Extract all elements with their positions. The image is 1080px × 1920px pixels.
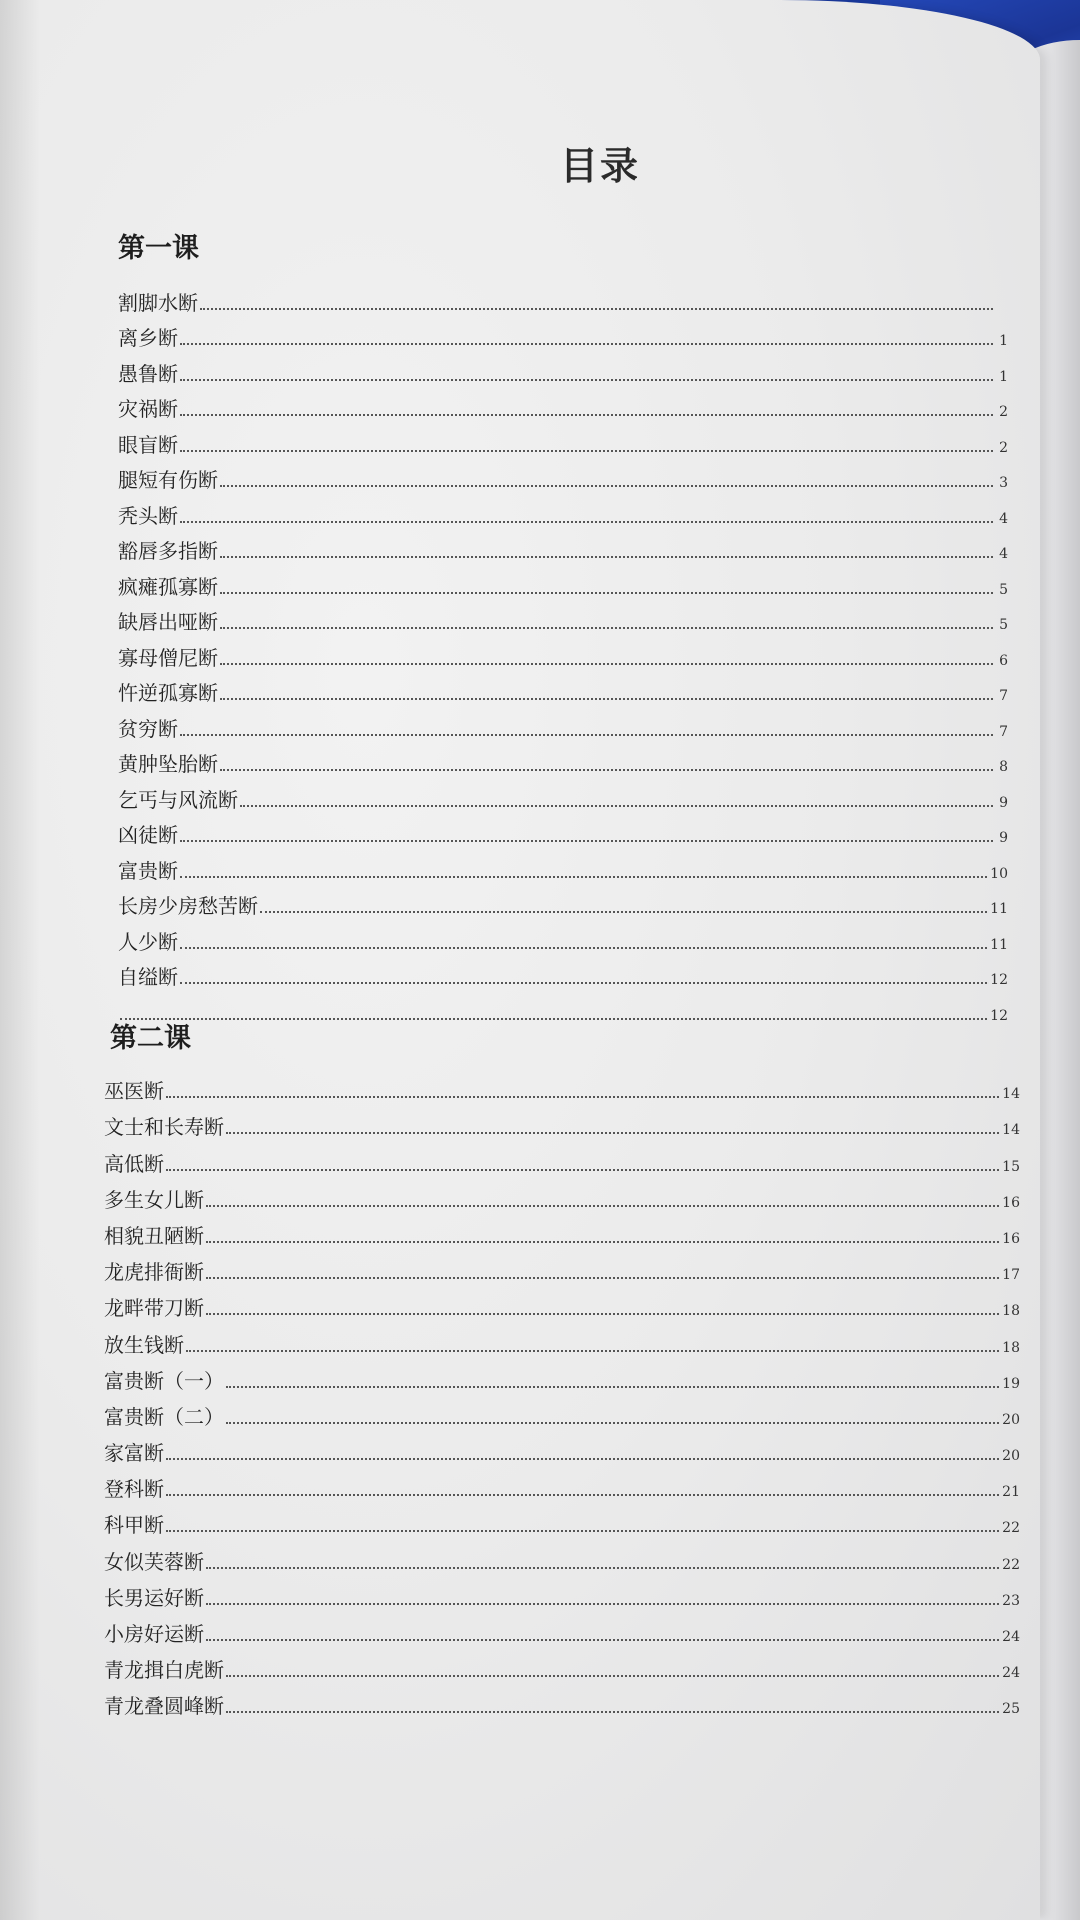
toc-entry[interactable]: [118, 848, 1008, 884]
page-number: 22: [1002, 1556, 1020, 1573]
toc-list-section-2: [104, 1068, 1020, 1719]
dot-leader: [180, 840, 993, 842]
toc-entry[interactable]: [104, 1575, 1020, 1611]
dot-leader: [240, 805, 993, 807]
dot-leader: [220, 698, 993, 700]
entry-label: 富贵断: [118, 858, 178, 883]
page-number: 8: [999, 759, 1008, 775]
entry-label: 割脚水断: [118, 290, 198, 315]
toc-entry[interactable]: [118, 884, 1008, 920]
page-number: 25: [1002, 1701, 1020, 1718]
entry-label: 女似芙蓉断: [104, 1549, 204, 1574]
entry-label: 文士和长寿断: [104, 1115, 224, 1140]
page-number: 18: [1002, 1339, 1020, 1356]
page-number: 15: [1002, 1158, 1020, 1175]
toc-entry[interactable]: [118, 529, 1008, 565]
page-number: 7: [999, 723, 1008, 740]
page-number: 21: [1002, 1484, 1020, 1501]
toc-entry[interactable]: [118, 742, 1008, 778]
page-number: 17: [1002, 1267, 1020, 1284]
page-number: 1: [999, 333, 1008, 349]
entry-label: 相貌丑陋断: [104, 1223, 204, 1248]
dot-leader: [206, 1277, 999, 1279]
entry-label: 忤逆孤寡断: [118, 681, 218, 705]
dot-leader: [166, 1530, 999, 1532]
dot-leader: [226, 1675, 999, 1677]
dot-leader: [206, 1567, 999, 1569]
entry-label: 离乡断: [118, 326, 178, 350]
toc-entry[interactable]: [104, 1068, 1020, 1104]
toc-entry[interactable]: [118, 635, 1008, 671]
toc-entry[interactable]: [118, 422, 1008, 458]
toc-entry[interactable]: [104, 1611, 1020, 1647]
page-number: 11: [990, 936, 1008, 953]
dot-leader: [220, 592, 993, 594]
page-number: 12: [990, 972, 1008, 988]
toc-entry[interactable]: [104, 1538, 1020, 1574]
page-number: 4: [999, 510, 1008, 527]
page-number: 16: [1002, 1230, 1020, 1247]
entry-label: 疯瘫孤寡断: [118, 574, 218, 599]
entry-label: 寡母僧尼断: [118, 645, 218, 670]
dot-leader: [180, 982, 987, 984]
dot-leader: [220, 556, 993, 558]
dot-leader: [166, 1458, 999, 1460]
dot-leader: [226, 1711, 999, 1713]
entry-label: 家富断: [104, 1441, 164, 1466]
entry-label: 青龙叠圆峰断: [104, 1694, 224, 1719]
dot-leader: [186, 1350, 999, 1352]
toc-entry[interactable]: [118, 671, 1008, 707]
dot-leader: [220, 663, 993, 665]
toc-entry[interactable]: [104, 1430, 1020, 1466]
toc-entry[interactable]: [118, 955, 1008, 991]
entry-label: 眼盲断: [118, 432, 178, 457]
dot-leader: [220, 769, 993, 771]
page-number: 18: [1002, 1303, 1020, 1320]
page-number: 20: [1002, 1448, 1020, 1465]
page-number: 9: [999, 794, 1008, 811]
dot-leader: [206, 1241, 999, 1243]
page-number: 4: [999, 546, 1008, 562]
entry-label: 放生钱断: [104, 1332, 184, 1357]
page-number: 23: [1002, 1592, 1020, 1609]
page-shadow: [0, 0, 40, 1920]
page-number: 16: [1002, 1194, 1020, 1211]
page-number: 24: [1002, 1665, 1020, 1682]
entry-label: 愚鲁断: [118, 361, 178, 386]
entry-label: 长房少房愁苦断: [118, 894, 258, 918]
page-number: 5: [999, 617, 1008, 633]
toc-entry[interactable]: [118, 458, 1008, 494]
toc-entry[interactable]: [104, 1104, 1020, 1140]
toc-entry[interactable]: [104, 1285, 1020, 1321]
entry-label: 豁唇多指断: [118, 539, 218, 563]
toc-entry[interactable]: [118, 493, 1008, 529]
page-number: 20: [1002, 1411, 1020, 1428]
entry-label: 富贵断（一）: [104, 1368, 224, 1393]
page-number: 24: [1002, 1629, 1020, 1645]
entry-label: 贫穷断: [118, 716, 178, 741]
toc-list-section-1: [118, 280, 1008, 1026]
entry-label: 长男运好断: [104, 1585, 204, 1610]
toc-entry[interactable]: [118, 990, 1008, 1026]
page-number: 7: [999, 688, 1008, 704]
dot-leader: [180, 414, 993, 416]
dot-leader: [220, 627, 993, 629]
toc-entry[interactable]: [104, 1647, 1020, 1683]
page-number: 3: [999, 475, 1008, 491]
entry-label: 龙畔带刀断: [104, 1296, 204, 1321]
entry-label: 凶徒断: [118, 823, 178, 847]
toc-entry[interactable]: [118, 351, 1008, 387]
entry-label: 龙虎排衙断: [104, 1260, 204, 1285]
toc-entry[interactable]: [118, 280, 1008, 316]
entry-label: 灾祸断: [118, 397, 178, 421]
dot-leader: [200, 308, 993, 310]
entry-label: 黄肿坠胎断: [118, 752, 218, 776]
dot-leader: [180, 521, 993, 523]
entry-label: 腿短有伤断: [118, 468, 218, 492]
entry-label: 多生女儿断: [104, 1187, 204, 1212]
page-number: 10: [990, 865, 1008, 882]
toc-entry[interactable]: [104, 1394, 1020, 1430]
dot-leader: [220, 485, 993, 487]
toc-entry[interactable]: [104, 1177, 1020, 1213]
entry-label: 乞丐与风流断: [118, 787, 238, 812]
entry-label: 登科断: [104, 1477, 164, 1502]
toc-entry[interactable]: [104, 1502, 1020, 1538]
page-number: 11: [990, 901, 1008, 917]
dot-leader: [226, 1422, 999, 1424]
dot-leader: [180, 876, 987, 878]
section-heading-1: 第一课: [118, 233, 199, 264]
toc-entry[interactable]: [104, 1213, 1020, 1249]
section-heading-2: 第二课: [110, 1023, 191, 1054]
entry-label: 缺唇出哑断: [118, 610, 218, 634]
entry-label: 秃头断: [118, 503, 178, 528]
page-number: 9: [999, 830, 1008, 846]
toc-entry[interactable]: [118, 600, 1008, 636]
dot-leader: [166, 1169, 999, 1171]
dot-leader: [166, 1494, 999, 1496]
dot-leader: [120, 1018, 987, 1020]
toc-entry[interactable]: [104, 1683, 1020, 1719]
toc-entry[interactable]: [118, 387, 1008, 423]
toc-entry[interactable]: [104, 1140, 1020, 1176]
dot-leader: [226, 1386, 999, 1388]
page-number: 5: [999, 581, 1008, 598]
page-number: 12: [990, 1007, 1008, 1024]
dot-leader: [180, 379, 993, 381]
dot-leader: [180, 734, 993, 736]
dot-leader: [166, 1096, 999, 1098]
page-number: 6: [999, 652, 1008, 669]
toc-entry[interactable]: [118, 564, 1008, 600]
page-number: 2: [999, 404, 1008, 420]
toc-entry[interactable]: [118, 813, 1008, 849]
toc-entry[interactable]: [104, 1249, 1020, 1285]
entry-label: 巫医断: [104, 1079, 164, 1104]
toc-entry[interactable]: [104, 1466, 1020, 1502]
entry-label: 青龙揖白虎断: [104, 1658, 224, 1683]
page-number: 14: [1002, 1122, 1020, 1139]
toc-entry[interactable]: [104, 1321, 1020, 1357]
toc-entry[interactable]: [118, 706, 1008, 742]
dot-leader: [260, 911, 987, 913]
page-number: 2: [999, 439, 1008, 456]
entry-label: 富贵断（二）: [104, 1404, 224, 1429]
dot-leader: [180, 450, 993, 452]
dot-leader: [206, 1313, 999, 1315]
dot-leader: [206, 1639, 999, 1641]
dot-leader: [206, 1205, 999, 1207]
page-number: 1: [999, 368, 1008, 385]
dot-leader: [226, 1132, 999, 1134]
toc-entry[interactable]: [118, 777, 1008, 813]
page-number: 14: [1002, 1086, 1020, 1103]
page-number: 19: [1002, 1375, 1020, 1392]
entry-label: 科甲断: [104, 1513, 164, 1538]
toc-entry[interactable]: [118, 316, 1008, 352]
entry-label: 小房好运断: [104, 1622, 204, 1646]
dot-leader: [180, 343, 993, 345]
dot-leader: [180, 947, 987, 949]
page-number: 22: [1002, 1520, 1020, 1537]
entry-label: 人少断: [118, 929, 178, 954]
dot-leader: [206, 1603, 999, 1605]
toc-entry[interactable]: [118, 919, 1008, 955]
entry-label: 自缢断: [118, 965, 178, 989]
page-title: 目录: [559, 143, 640, 188]
toc-entry[interactable]: [104, 1358, 1020, 1394]
entry-label: 高低断: [104, 1151, 164, 1176]
